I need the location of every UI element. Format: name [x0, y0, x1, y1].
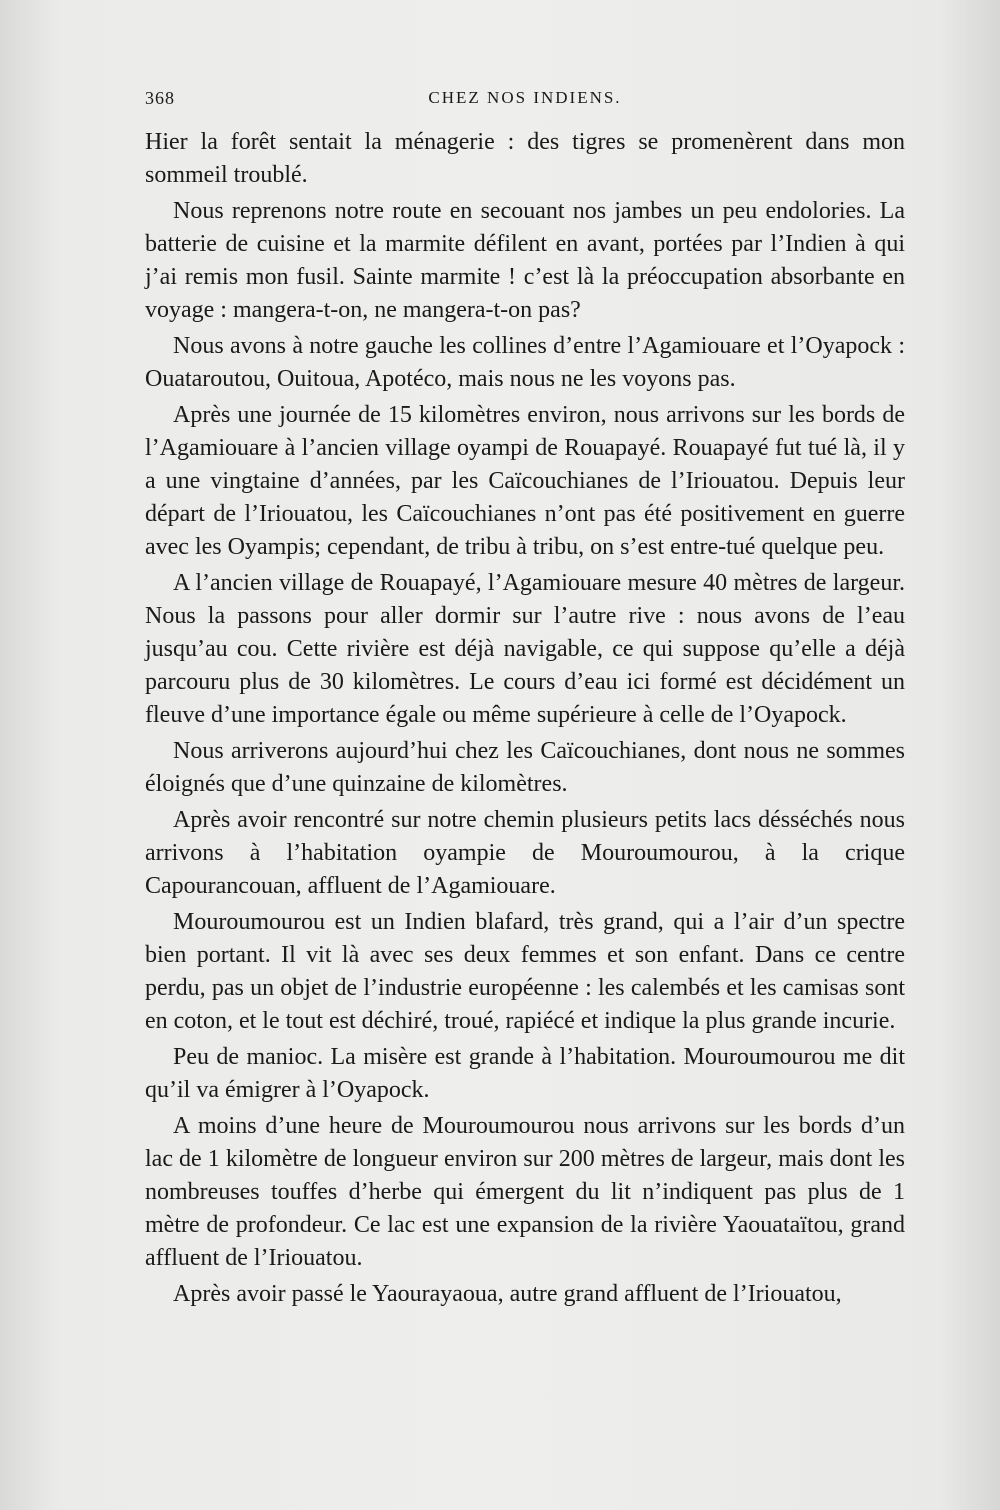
- paragraph: Mouroumourou est un Indien blafard, très grand, qui a l’air d’un spectre bien portant. Il vit là avec ses deux femmes et son enfant. Dans ce centre perdu, pas un objet de l’industrie européenne : les calembés et les camisas sont en coton, et le tout est déchiré, troué, rapiécé et indique la plus grande incurie.: [145, 909, 905, 1034]
- paragraph: Après avoir passé le Yaourayaoua, autre grand affluent de l’Iriouatou,: [173, 1281, 842, 1307]
- page-header: [145, 88, 905, 118]
- paragraph: Peu de manioc. La misère est grande à l’habitation. Mouroumourou me dit qu’il va émigrer à l’Oyapock.: [145, 1044, 905, 1103]
- page-number: 368: [145, 88, 175, 108]
- paragraph: Nous avons à notre gauche les collines d’entre l’Agamiouare et l’Oyapock : Ouataroutou, Ouitoua, Apotéco, mais nous ne les voyons pas.: [145, 333, 905, 392]
- paragraph: A l’ancien village de Rouapayé, l’Agamiouare mesure 40 mètres de largeur. Nous la passons pour aller dormir sur l’autre rive : nous avons de l’eau jusqu’au cou. Cette rivière est déjà navigable, ce qui suppose qu’elle a déjà parcouru plus de 30 kilomètres. Le cours d’eau ici formé est décidément un fleuve d’une importance égale ou même supérieure à celle de l’Oyapock.: [145, 570, 905, 728]
- paragraph: Après une journée de 15 kilomètres environ, nous arrivons sur les bords de l’Agamiouare à l’ancien village oyampi de Rouapayé. Rouapayé fut tué là, il y a une vingtaine d’années, par les Caïcouchianes de l’Iriouatou. Depuis leur départ de l’Iriouatou, les Caïcouchianes n’ont pas été positivement en guerre avec les Oyampis; cependant, de tribu à tribu, on s’est entre-tué quelque peu.: [145, 402, 905, 560]
- paragraph: Après avoir rencontré sur notre chemin plusieurs petits lacs désséchés nous arrivons à l’habitation oyampie de Mouroumourou, à la crique Capourancouan, affluent de l’Agamiouare.: [145, 807, 905, 899]
- running-head: CHEZ NOS INDIENS.: [428, 88, 622, 107]
- paragraph: Nous arriverons aujourd’hui chez les Caïcouchianes, dont nous ne sommes éloignés que d’une quinzaine de kilomètres.: [145, 738, 905, 797]
- paragraph: Hier la forêt sentait la ménagerie : des tigres se promenèrent dans mon sommeil troublé.: [145, 129, 905, 188]
- paragraph: Nous reprenons notre route en secouant nos jambes un peu endolories. La batterie de cuisine et la marmite défilent en avant, portées par l’Indien à qui j’ai remis mon fusil. Sainte marmite ! c’est là la préoccupation absorbante en voyage : mangera-t-on, ne mangera-t-on pas?: [145, 198, 905, 323]
- paragraph: A moins d’une heure de Mouroumourou nous arrivons sur les bords d’un lac de 1 kilomètre de longueur environ sur 200 mètres de largeur, mais dont les nombreuses touffes d’herbe qui émergent du lit n’indiquent pas plus de 1 mètre de profondeur. Ce lac est une expansion de la rivière Yaouataïtou, grand affluent de l’Iriouatou.: [145, 1113, 905, 1271]
- body-text: [145, 126, 905, 1314]
